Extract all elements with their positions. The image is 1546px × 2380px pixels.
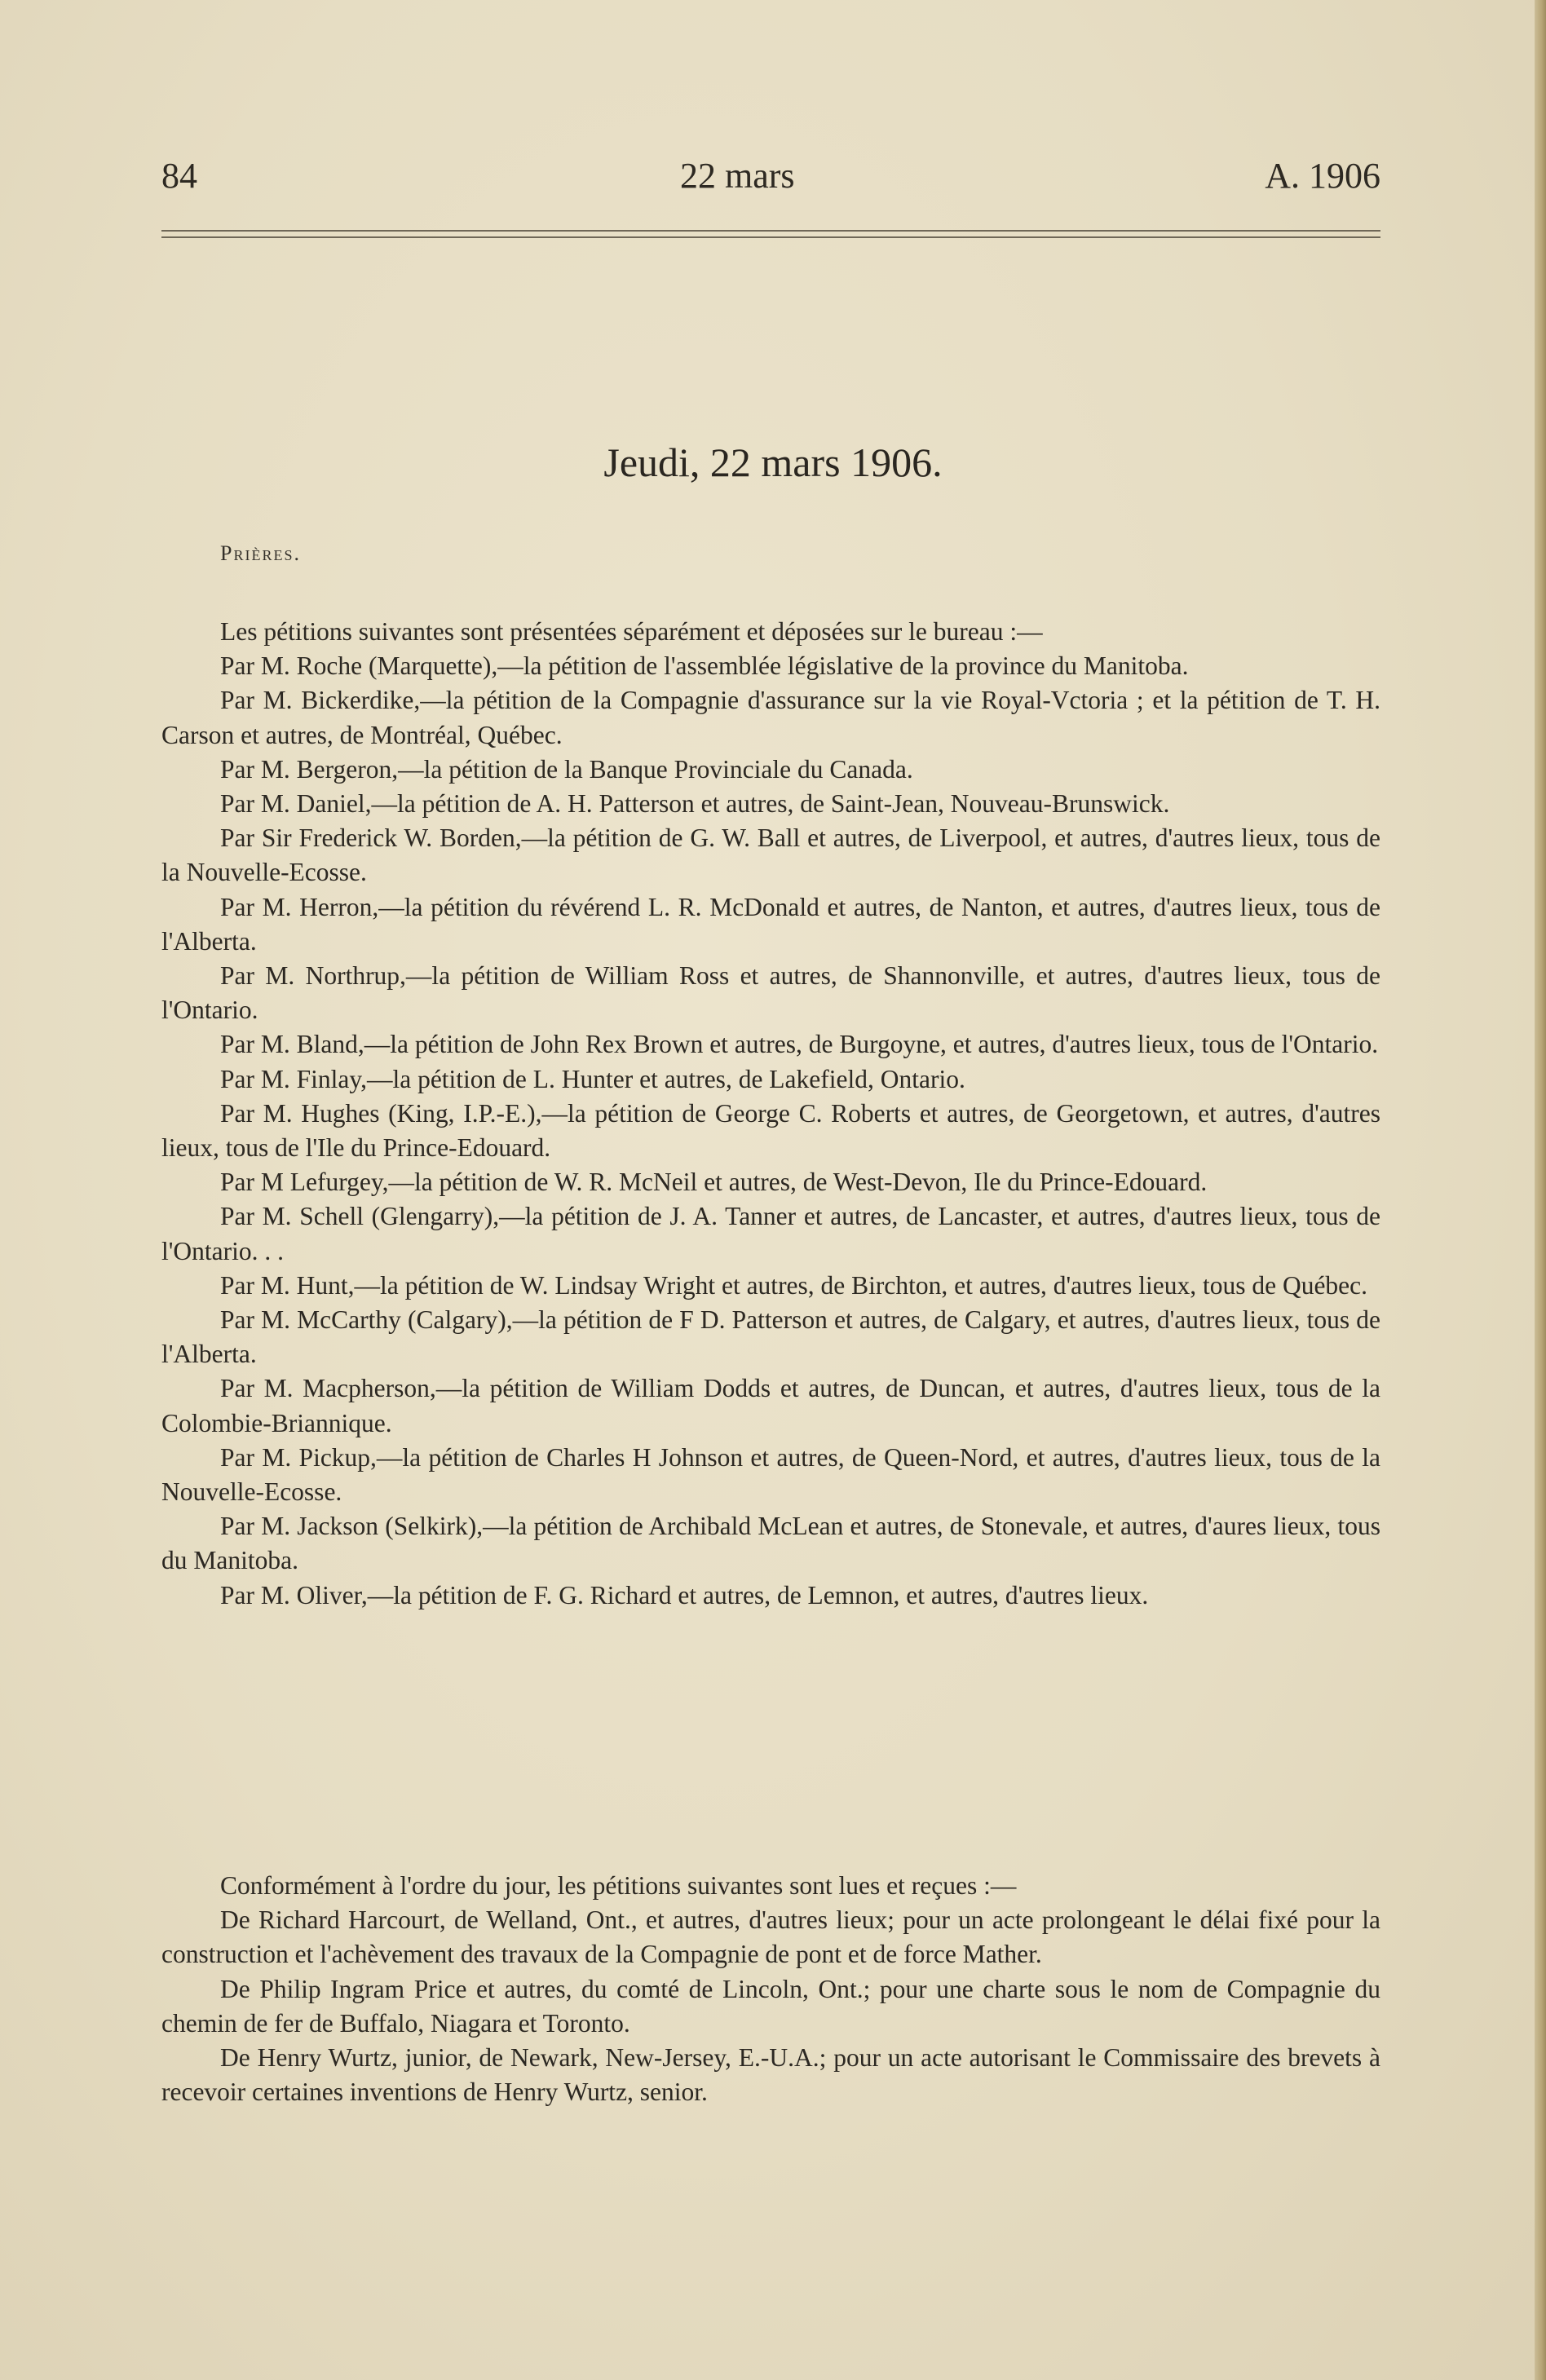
paragraph: Par M Lefurgey,—la pétition de W. R. McNeil et autres, de West-Devon, Ile du Prince-Edouard. bbox=[220, 1168, 1208, 1197]
paragraph: De Richard Harcourt, de Welland, Ont., et autres, d'autres lieux; pour un acte prolongeant le délai fixé pour la construction et l'achèvement des travaux de la Compagnie de pont et de force Mather. bbox=[161, 1905, 1380, 1969]
header-rule-top bbox=[161, 230, 1380, 232]
header-date: 22 mars bbox=[680, 156, 795, 196]
paragraph: De Henry Wurtz, junior, de Newark, New-Jersey, E.-U.A.; pour un acte autorisant le Commissaire des brevets à recevoir certaines inventions de Henry Wurtz, senior. bbox=[161, 2043, 1380, 2107]
paragraph: Les pétitions suivantes sont présentées séparément et déposées sur le bureau :— bbox=[220, 617, 1043, 646]
paragraph: Par M. McCarthy (Calgary),—la pétition de F D. Patterson et autres, de Calgary, et autres, d'autres lieux, tous de l'Alberta. bbox=[161, 1305, 1380, 1369]
petitions-received-section bbox=[161, 1869, 1380, 2109]
day-title: Jeudi, 22 mars 1906. bbox=[603, 439, 943, 485]
paragraph: Par M. Daniel,—la pétition de A. H. Patterson et autres, de Saint-Jean, Nouveau-Brunswick. bbox=[220, 789, 1170, 819]
paragraph: Par M. Bickerdike,—la pétition de la Compagnie d'assurance sur la vie Royal-Vctoria ; et la pétition de T. H. Carson et autres, de Montréal, Québec. bbox=[161, 686, 1380, 749]
paragraph: Par M. Pickup,—la pétition de Charles H Johnson et autres, de Queen-Nord, et autres, d'autres lieux, tous de la Nouvelle-Ecosse. bbox=[161, 1442, 1380, 1507]
paragraph: Par M. Bergeron,—la pétition de la Banque Provinciale du Canada. bbox=[220, 754, 913, 784]
paragraph: Par Sir Frederick W. Borden,—la pétition de G. W. Ball et autres, de Liverpool, et autres, d'autres lieux, tous de la Nouvelle-Ecosse. bbox=[161, 824, 1380, 887]
paragraph: Par M. Bland,—la pétition de John Rex Brown et autres, de Burgoyne, et autres, d'autres lieux, tous de l'Ontario. bbox=[220, 1030, 1379, 1059]
header-rule-bottom bbox=[161, 236, 1380, 238]
prayers-heading: Prières. bbox=[220, 541, 301, 565]
paragraph: Conformément à l'ordre du jour, les pétitions suivantes sont lues et reçues :— bbox=[220, 1871, 1017, 1900]
paragraph: Par M. Macpherson,—la pétition de William Dodds et autres, de Duncan, et autres, d'autres lieux, tous de la Colombie-Briannique. bbox=[161, 1374, 1380, 1437]
page-number: 84 bbox=[161, 156, 197, 196]
running-header bbox=[161, 155, 1380, 204]
paragraph: De Philip Ingram Price et autres, du comté de Lincoln, Ont.; pour une charte sous le nom de Compagnie du chemin de fer de Buffalo, Niagara et Toronto. bbox=[161, 1974, 1380, 2038]
paragraph: Par M. Oliver,—la pétition de F. G. Richard et autres, de Lemnon, et autres, d'autres lieux. bbox=[220, 1580, 1149, 1609]
paragraph: Par M. Hughes (King, I.P.-E.),—la pétition de George C. Roberts et autres, de Georgetown, et autres, d'autres lieux, tous de l'Ile du Prince-Edouard. bbox=[161, 1098, 1380, 1163]
paragraph: Par M. Herron,—la pétition du révérend L. R. McDonald et autres, de Nanton, et autres, d'autres lieux, tous de l'Alberta. bbox=[161, 892, 1380, 956]
petitions-presented-section bbox=[161, 615, 1380, 1613]
paragraph: Par M. Hunt,—la pétition de W. Lindsay Wright et autres, de Birchton, et autres, d'autres lieux, tous de Québec. bbox=[220, 1270, 1368, 1300]
paragraph: Par M. Roche (Marquette),—la pétition de l'assemblée législative de la province du Manitoba. bbox=[220, 651, 1189, 681]
paragraph: Par M. Jackson (Selkirk),—la pétition de Archibald McLean et autres, de Stonevale, et autres, d'aures lieux, tous du Manitoba. bbox=[161, 1512, 1380, 1575]
paragraph: Par M. Finlay,—la pétition de L. Hunter et autres, de Lakefield, Ontario. bbox=[220, 1064, 965, 1093]
paragraph: Par M. Schell (Glengarry),—la pétition de J. A. Tanner et autres, de Lancaster, et autres, d'autres lieux, tous de l'Ontario. . . bbox=[161, 1202, 1380, 1265]
header-year: A. 1906 bbox=[1265, 156, 1380, 196]
book-spine-edge bbox=[1535, 0, 1546, 2380]
paragraph: Par M. Northrup,—la pétition de William Ross et autres, de Shannonville, et autres, d'autres lieux, tous de l'Ontario. bbox=[161, 961, 1380, 1025]
